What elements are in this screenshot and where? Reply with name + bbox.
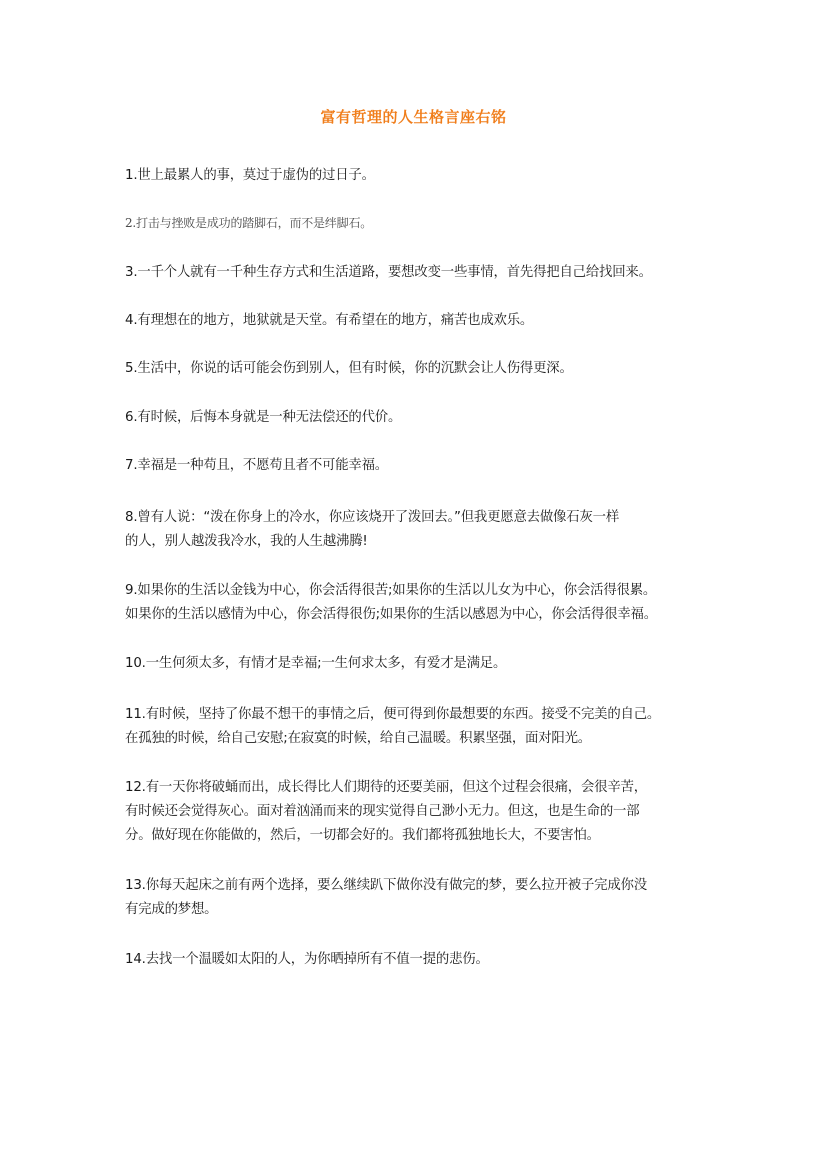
quote-1 (125, 164, 725, 188)
quote-2 (125, 211, 725, 235)
quote-line: 3.一千个人就有一千种生存方式和生活道路，要想改变一些事情，首先得把自己给找回来。 (125, 265, 652, 280)
quote-4 (125, 309, 725, 333)
quote-7 (125, 454, 725, 478)
quote-line: 有时候还会觉得灰心。面对着汹涌而来的现实觉得自己渺小无力。但这，也是生命的一部 (125, 804, 640, 819)
quote-line: 7.幸福是一种苟且，不愿苟且者不可能幸福。 (125, 458, 388, 473)
quote-line: 4.有理想在的地方，地狱就是天堂。有希望在的地方，痛苦也成欢乐。 (125, 313, 534, 328)
quote-line: 5.生活中，你说的话可能会伤到别人，但有时候，你的沉默会让人伤得更深。 (125, 361, 573, 376)
quote-line: 13.你每天起床之前有两个选择，要么继续趴下做你没有做完的梦，要么拉开被子完成你没 (125, 878, 647, 893)
quote-10 (125, 652, 725, 676)
quote-line: 在孤独的时候，给自己安慰;在寂寞的时候，给自己温暖。积累坚强，面对阳光。 (125, 731, 591, 746)
quote-6 (125, 406, 725, 430)
quote-8 (125, 506, 725, 554)
quote-line: 9.如果你的生活以金钱为中心，你会活得很苦;如果你的生活以儿女为中心，你会活得很累。 (125, 583, 657, 598)
quote-line: 1.世上最累人的事，莫过于虚伪的过日子。 (125, 168, 375, 183)
quote-line: 的人，别人越泼我冷水，我的人生越沸腾! (125, 534, 368, 549)
quote-line: 10.一生何须太多，有情才是幸福;一生何求太多，有爱才是满足。 (125, 656, 507, 671)
quote-line: 6.有时候，后悔本身就是一种无法偿还的代价。 (125, 410, 402, 425)
quote-line: 有完成的梦想。 (125, 902, 218, 917)
quote-11 (125, 703, 725, 751)
quote-14 (125, 948, 725, 972)
quote-line: 14.去找一个温暖如太阳的人，为你晒掉所有不值一提的悲伤。 (125, 952, 489, 967)
quote-5 (125, 357, 725, 381)
quote-line: 8.曾有人说：“泼在你身上的冷水，你应该烧开了泼回去。”但我更愿意去做像石灰一样 (125, 510, 620, 525)
quote-line: 2.打击与挫败是成功的踏脚石，而不是绊脚石。 (125, 216, 373, 230)
quote-line: 分。做好现在你能做的，然后，一切都会好的。我们都将孤独地长大，不要害怕。 (125, 828, 600, 843)
quote-13 (125, 874, 725, 922)
quote-line: 如果你的生活以感情为中心，你会活得很伤;如果你的生活以感恩为中心，你会活得很幸福。 (125, 607, 657, 622)
quote-12 (125, 776, 725, 848)
quote-line: 12.有一天你将破蛹而出，成长得比人们期待的还要美丽，但这个过程会很痛，会很辛苦， (125, 780, 647, 795)
document-title: 富有哲理的人生格言座右铭 (320, 108, 507, 126)
quote-3 (125, 261, 725, 285)
quote-9 (125, 579, 725, 627)
quote-line: 11.有时候，坚持了你最不想干的事情之后，便可得到你最想要的东西。接受不完美的自己。 (125, 707, 661, 722)
